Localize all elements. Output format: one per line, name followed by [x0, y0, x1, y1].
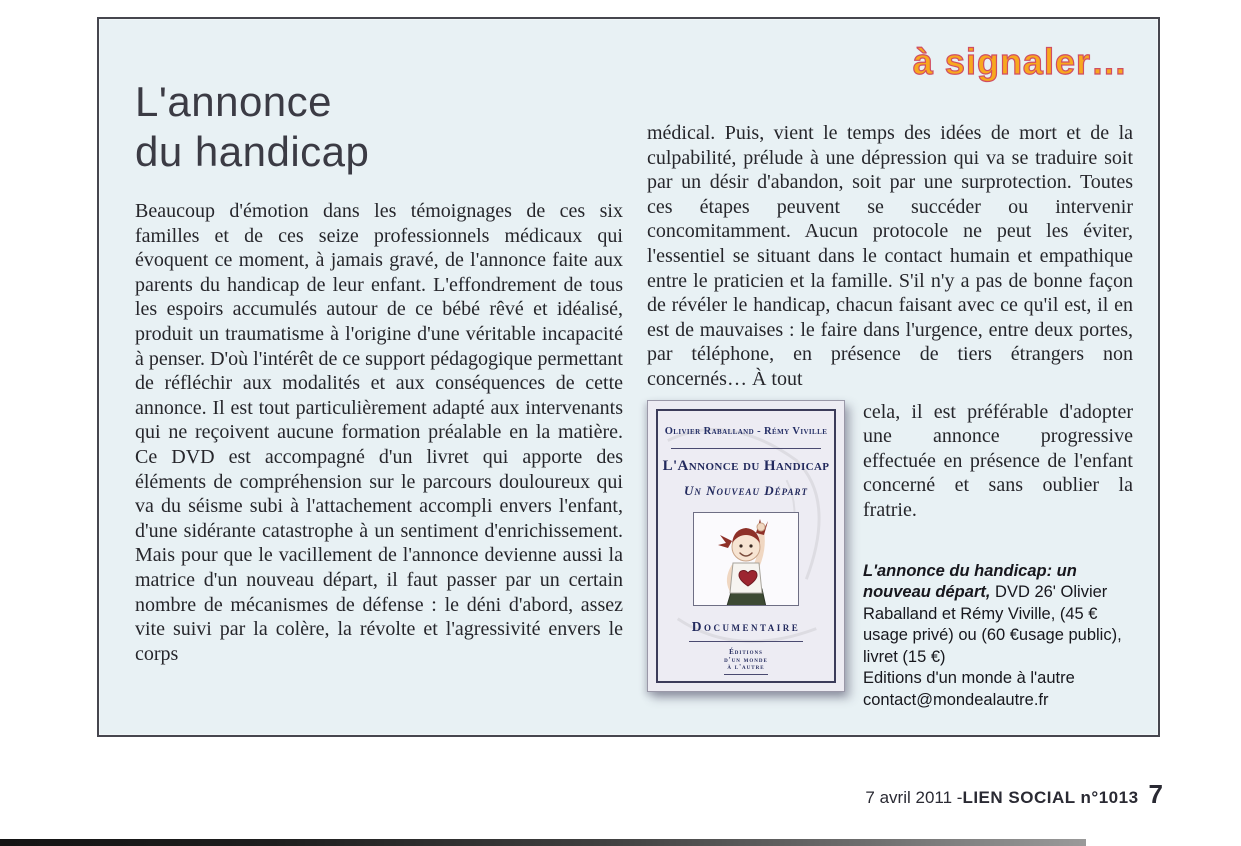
right-column-text-beside: cela, il est préférable d'adopter une annonce progressive effectuée en présence de l'enfant concerné et sans oublier la fratrie.: [863, 400, 1133, 521]
article-title-line1: L'annonce: [135, 78, 333, 125]
caption-main: [863, 561, 1133, 669]
left-column-text: Beaucoup d'émotion dans les témoignages de ces six familles et de ces seize professionnels médicaux qui évoquent ce moment, à jamais gravé, de l'annonce faite aux parents du handicap de leur enfant. L'effondrement de tous les espoirs accumulés autour de ce bébé rêvé et idéalisé, produit un traumatisme à l'origine d'une véritable incapacité à penser. D'où l'intérêt de ce support pédagogique permettant de réfléchir aux modalités et aux conséquences de cette annonce. Il est tout particulièrement adapté aux intervenants qui ne reçoivent aucune formation préalable en la matière. Ce DVD est accompagné d'un livret qui apporte des éléments de compréhension sur le parcours douloureux qui va du séisme subi à l'attachement accompli envers l'enfant, d'une sidérante catastrophe à un sentiment d'enrichissement. Mais pour que le vacillement de l'annonce devienne aussi la matrice d'un nouveau départ, il faut passer par un certain nombre de mécanismes de défense : le déni d'abord, assez vite suivi par la colère, la révolte et l'agressivité envers le corps: [135, 200, 623, 665]
cover-and-text-region: [647, 400, 1133, 711]
left-column: [135, 199, 623, 666]
section-tagline: à signaler…: [912, 41, 1128, 82]
dvd-publisher-logo: [724, 649, 768, 675]
dvd-title: L'Annonce du Handicap: [662, 457, 830, 474]
dvd-illustration: [693, 512, 799, 606]
dvd-caption: [863, 561, 1133, 712]
footer-date: 7 avril 2011 -: [865, 788, 963, 807]
divider: [671, 448, 822, 449]
article-box: [97, 17, 1160, 737]
caption-publisher: Editions d'un monde à l'autre: [863, 669, 1075, 687]
right-column: [647, 121, 1133, 711]
dvd-authors: Olivier Raballand - Rémy Viville: [664, 425, 828, 437]
publisher-line: Éditions: [729, 648, 763, 657]
beside-cover-column: [863, 400, 1133, 711]
caption-email: contact@mondealautre.fr: [863, 690, 1049, 709]
divider: [689, 641, 804, 642]
child-drawing-icon: [694, 513, 798, 606]
publisher-line: d'un monde: [724, 655, 768, 664]
dvd-subtitle: Un Nouveau Départ: [683, 483, 808, 499]
dvd-cover-card: [647, 400, 845, 692]
dvd-genre: Documentaire: [691, 618, 801, 634]
article-title: [135, 77, 369, 177]
right-column-text-top: médical. Puis, vient le temps des idées de mort et de la culpabilité, prélude à une dépression qui va se traduire soit par un désir d'abandon, soit par une surprotection. Toutes ces étapes peuvent se succéder ou intervenir concomitamment. Aucun protocole ne peut les éviter, l'essentiel se situant dans le contact humain et empathique entre le praticien et la famille. S'il n'y a pas de bonne façon de révéler le handicap, chacun faisant avec ce qu'il est, il en est de mauvaises : le faire dans l'urgence, entre deux portes, par téléphone, en présence de tiers étrangers non concernés… À tout: [647, 122, 1133, 390]
footer-page-number: 7: [1148, 779, 1163, 809]
caption-details: DVD 26' Olivier Raballand et Rémy Viville, (45 € usage privé) ou (60 €usage public), livret (15 €): [863, 583, 1122, 666]
dvd-inner-frame: [656, 409, 836, 683]
dvd-cover: [647, 400, 847, 711]
publisher-line: à l'autre: [727, 663, 765, 672]
scan-edge-artifact: [0, 839, 1086, 846]
caption-title: L'annonce du handicap: un nouveau départ,: [863, 561, 1077, 601]
page-footer: [865, 779, 1163, 810]
article-title-line2: du handicap: [135, 128, 370, 175]
footer-journal-name: LIEN SOCIAL n°1013: [962, 788, 1139, 807]
